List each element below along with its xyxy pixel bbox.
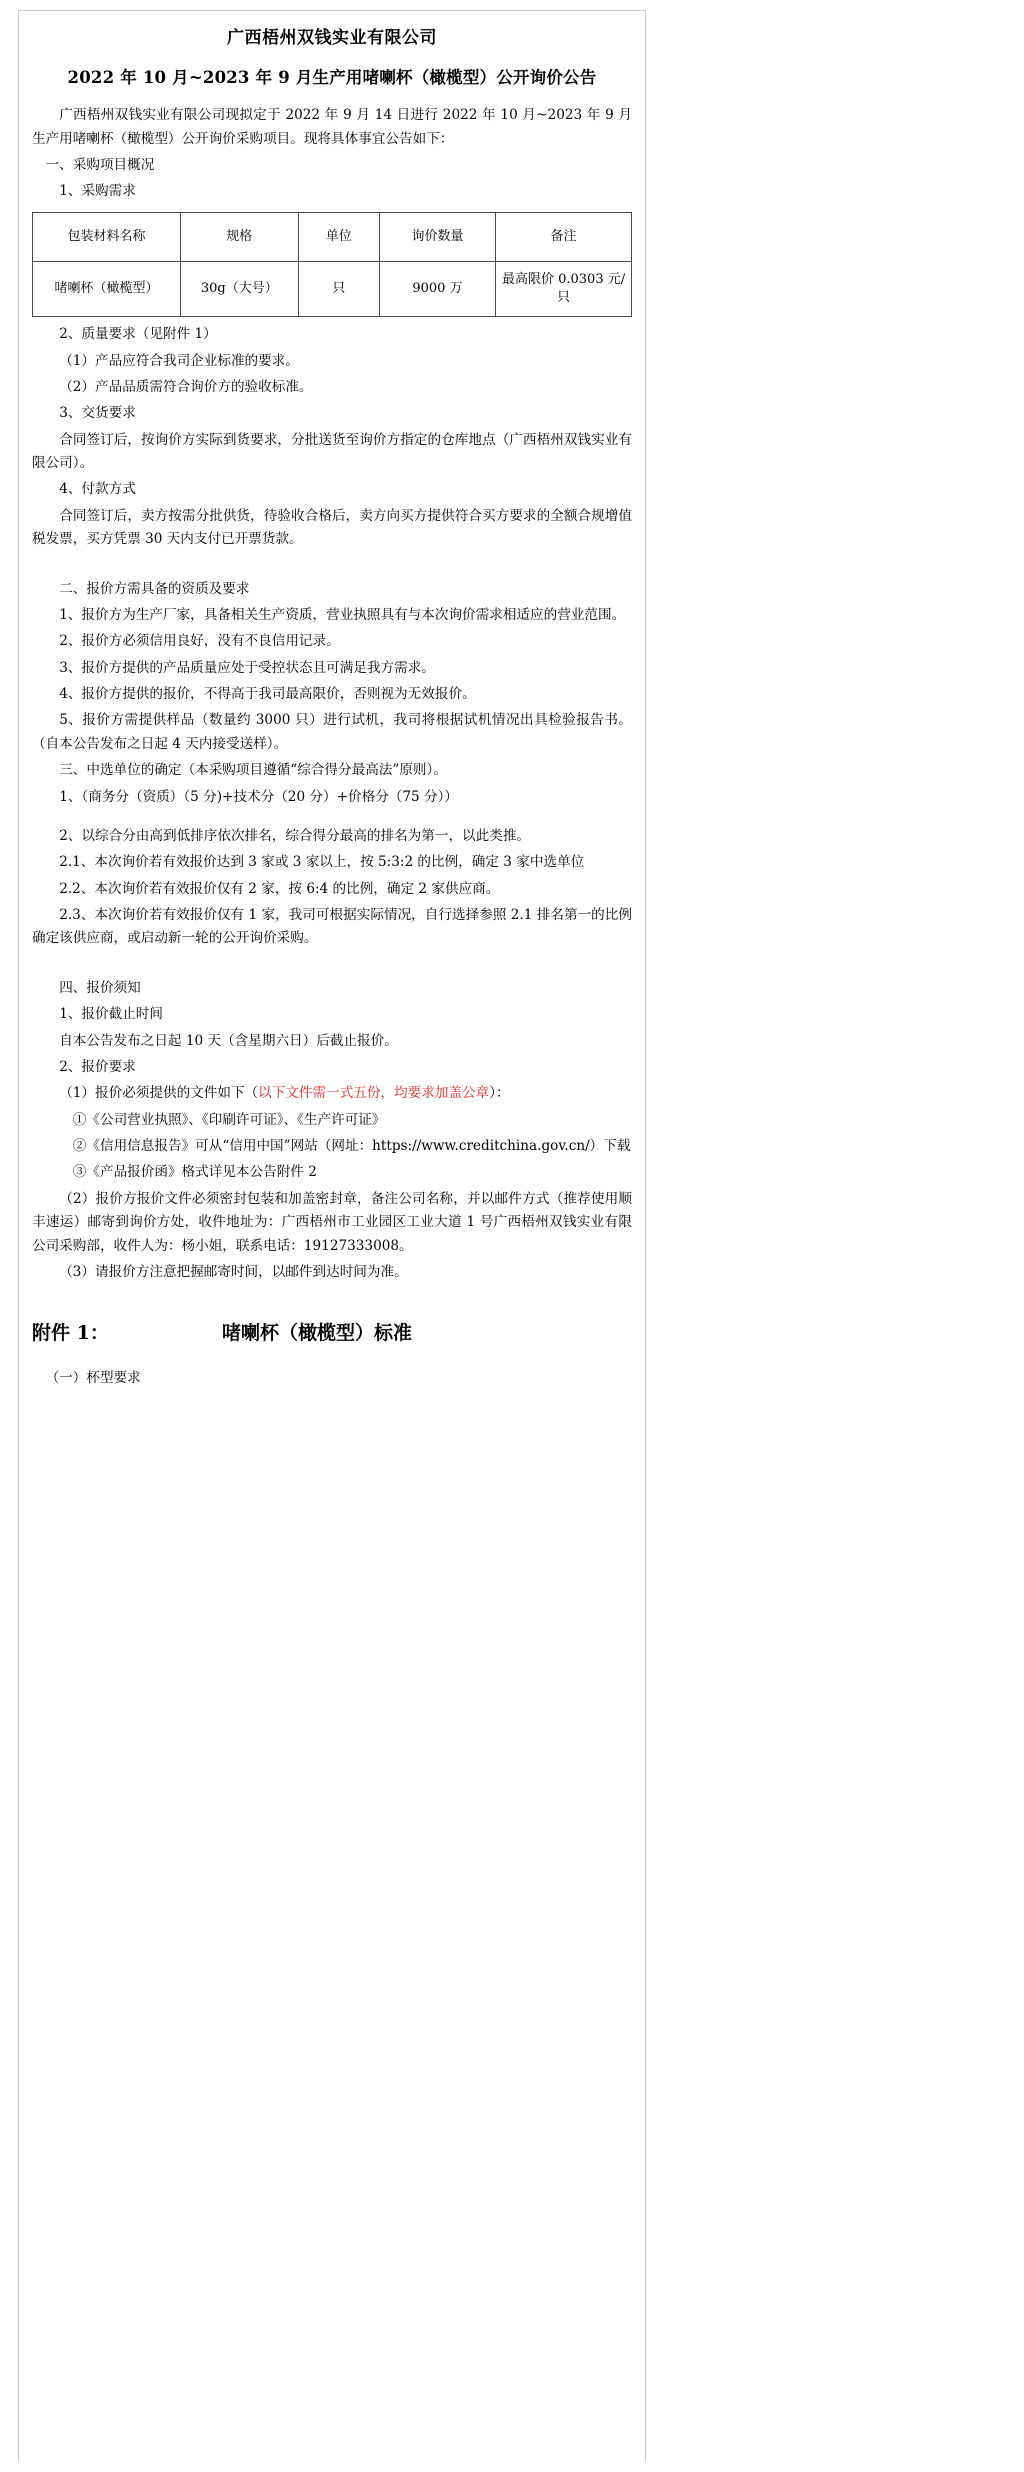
procurement-table <box>32 212 632 317</box>
table-header-cell-unit: 单位 <box>298 212 379 261</box>
section2-item-3: 3、报价方提供的产品质量应处于受控状态且可满足我方需求。 <box>59 659 435 676</box>
spacer <box>32 954 632 974</box>
section4-extra-item-1: （2）报价方报价文件必须密封包装和加盖密封章，备注公司名称，并以邮件方式（推荐使用顺丰速运）邮寄到询价方处，收件地址为：广西梧州市工业园区工业大道 1 号广西梧州双钱实业有限公司采购部，收件人为：杨小姐，联系电话：19127333008。 <box>32 1190 632 1254</box>
section2-item-2: 2、报价方必须信用良好，没有不良信用记录。 <box>59 633 340 650</box>
section4-doc-item-1: ①《公司营业执照》、《印刷许可证》、《生产许可证》 <box>72 1111 386 1128</box>
spacer <box>32 812 632 822</box>
section1-sub2: 2、质量要求（见附件 1） <box>59 326 217 343</box>
section4-sub1-text: 自本公告发布之日起 10 天（含星期六日）后截止报价。 <box>59 1032 398 1049</box>
section1-sub4-text: 合同签订后，卖方按需分批供货，待验收合格后，卖方向买方提供符合买方要求的全额合规增值税发票，买方凭票 30 天内支付已开票货款。 <box>32 507 632 548</box>
table-row <box>33 261 632 316</box>
section4-sub2: 2、报价要求 <box>59 1058 136 1075</box>
document-body <box>32 14 632 1391</box>
section3-item-2: 2、以综合分由高到低排序依次排名，综合得分最高的排名为第一，以此类推。 <box>59 827 531 844</box>
section1-sub3-text: 合同签订后，按询价方实际到货要求，分批送货至询价方指定的仓库地点（广西梧州双钱实业有限公司）。 <box>32 431 632 471</box>
table-header-row <box>33 212 632 261</box>
lead-prefix: （1）报价必须提供的文件如下（ <box>59 1085 259 1102</box>
attachment-heading <box>32 1318 632 1345</box>
section3-item-1: 1、（商务分（资质）（5 分)+技术分（20 分）+价格分（75 分）） <box>59 788 458 805</box>
table-header-cell-material: 包装材料名称 <box>33 212 181 261</box>
section4-extra-item-2: （3）请报价方注意把握邮寄时间，以邮件到达时间为准。 <box>59 1263 408 1280</box>
section1-sub4: 4、付款方式 <box>59 481 136 498</box>
section4-heading: 四、报价须知 <box>59 979 141 996</box>
company-title: 广西梧州双钱实业有限公司 <box>227 28 437 48</box>
table-cell-spec: 30g（大号） <box>180 261 298 316</box>
section2-heading: 二、报价方需具备的资质及要求 <box>59 580 250 597</box>
spacer <box>32 555 632 575</box>
section4-doc-item-2: ②《信用信息报告》可从“信用中国”网站（网址：https://www.creditchina.gov.cn/）下载 <box>72 1138 631 1154</box>
section2-item-1: 1、报价方为生产厂家，具备相关生产资质，营业执照具有与本次询价需求相适应的营业范围。 <box>59 606 626 623</box>
table-cell-material: 啫喇杯（橄榄型） <box>33 261 181 316</box>
section1-sub1: 1、采购需求 <box>59 183 136 200</box>
section4-doc-item-3: ③《产品报价函》格式详见本公告附件 2 <box>72 1164 317 1181</box>
section2-item-5: 5、报价方需提供样品（数量约 3000 只）进行试机，我司将根据试机情况出具检验报告书。（自本公告发布之日起 4 天内接受送样）。 <box>32 712 632 752</box>
section3-item-21: 2.1、本次询价若有效报价达到 3 家或 3 家以上，按 5:3:2 的比例，确定 3 家中选单位 <box>59 854 585 871</box>
section1-heading: 一、采购项目概况 <box>45 157 155 173</box>
attachment-label: 附件 1： <box>32 1322 109 1345</box>
table-header-cell-remark: 备注 <box>496 212 632 261</box>
table-cell-quantity: 9000 万 <box>379 261 495 316</box>
attachment-title: 啫喇杯（橄榄型）标准 <box>222 1322 413 1345</box>
section4-sub2-lead <box>32 1082 632 1105</box>
page-title: 2022 年 10 月~2023 年 9 月生产用啫喇杯（橄榄型）公开询价公告 <box>67 67 597 87</box>
section3-item-22: 2.2、本次询价若有效报价仅有 2 家，按 6:4 的比例，确定 2 家供应商。 <box>59 880 500 897</box>
section2-item-4: 4、报价方提供的报价，不得高于我司最高限价，否则视为无效报价。 <box>59 686 476 702</box>
table-cell-unit: 只 <box>298 261 379 316</box>
lead-red-text: 以下文件需一式五份，均要求加盖公章 <box>258 1085 490 1102</box>
table-cell-remark: 最高限价 0.0303 元/只 <box>496 261 632 316</box>
intro-paragraph: 广西梧州双钱实业有限公司现拟定于 2022 年 9 月 14 日进行 2022 年 10 月~2023 年 9 月生产用啫喇杯（橄榄型）公开询价采购项目。现将具体事宜公告如下： <box>32 107 632 147</box>
lead-suffix: ）： <box>489 1085 510 1102</box>
table-header-cell-quantity: 询价数量 <box>379 212 495 261</box>
attachment-first-item: （一）杯型要求 <box>45 1370 141 1387</box>
section1-sub3: 3、交货要求 <box>59 405 136 422</box>
section4-sub1: 1、报价截止时间 <box>59 1006 163 1023</box>
section1-sub2-item-1: （1）产品应符合我司企业标准的要求。 <box>59 352 299 369</box>
section3-item-23: 2.3、本次询价若有效报价仅有 1 家，我司可根据实际情况，自行选择参照 2.1 排名第一的比例确定该供应商，或启动新一轮的公开询价采购。 <box>32 907 632 947</box>
table-header-cell-spec: 规格 <box>180 212 298 261</box>
section3-heading: 三、中选单位的确定（本采购项目遵循“综合得分最高法”原则）。 <box>59 762 447 779</box>
section1-sub2-item-2: （2）产品品质需符合询价方的验收标准。 <box>59 378 313 395</box>
